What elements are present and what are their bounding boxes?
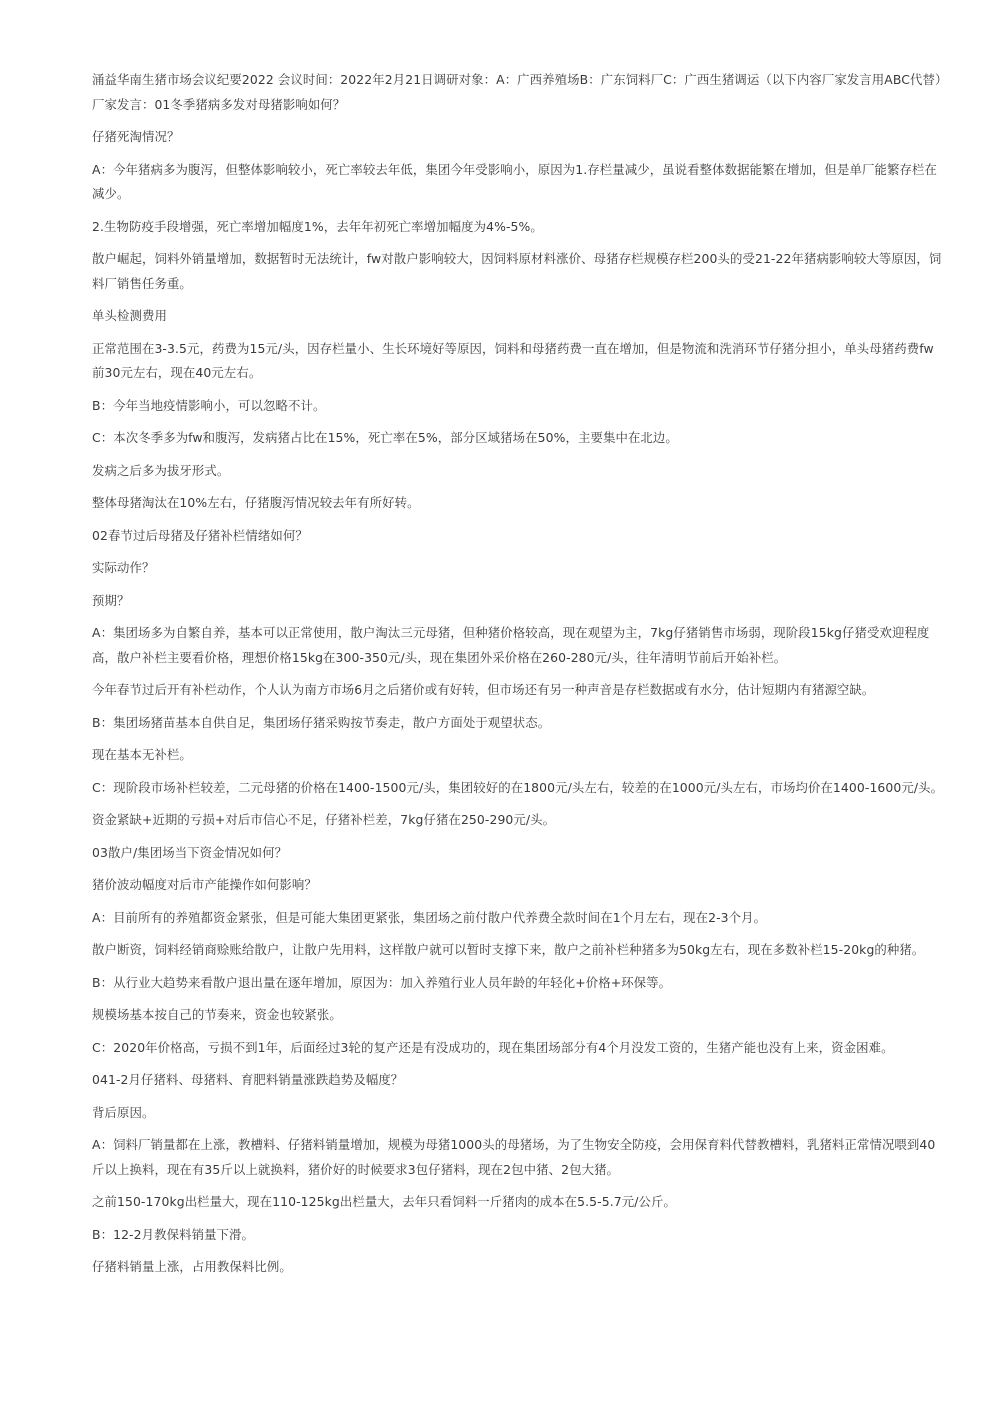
paragraph: 仔猪料销量上涨，占用教保料比例。 bbox=[92, 1259, 292, 1274]
paragraph: 散户崛起，饲料外销量增加，数据暂时无法统计，fw对散户影响较大，因饲料原材料涨价、母猪存栏规模存栏200头的受21-22年猪病影响较大等原因，饲料厂销售任务重。 bbox=[92, 251, 942, 291]
paragraph: 背后原因。 bbox=[92, 1104, 155, 1120]
paragraph: 仔猪死淘情况？ bbox=[92, 129, 180, 144]
paragraph: 现在基本无补栏。 bbox=[92, 747, 192, 762]
paragraph: A：目前所有的养殖都资金紧张，但是可能大集团更紧张，集团场之前付散户代养费全款时间在1个月左右，现在2-3个月。 bbox=[92, 909, 767, 925]
paragraph: B：从行业大趋势来看散户退出量在逐年增加，原因为：加入养殖行业人员年龄的年轻化+价格+环保等。 bbox=[92, 974, 672, 990]
document-body bbox=[92, 68, 944, 1288]
paragraph: 散户断资，饲料经销商赊账给散户，让散户先用料，这样散户就可以暂时支撑下来，散户之前补栏种猪多为50kg左右，现在多数补栏15-20kg的种猪。 bbox=[92, 942, 925, 957]
paragraph: 资金紧缺+近期的亏损+对后市信心不足，仔猪补栏差，7kg仔猪在250-290元/头。 bbox=[92, 812, 556, 827]
paragraph: C：现阶段市场补栏较差，二元母猪的价格在1400-1500元/头，集团较好的在1800元/头左右，较差的在1000元/头左右，市场均价在1400-1600元/头。 bbox=[92, 779, 944, 795]
paragraph: A：饲料厂销量都在上涨，教槽料、仔猪料销量增加，规模为母猪1000头的母猪场，为了生物安全防疫，会用保育料代替教槽料，乳猪料正常情况喂到40斤以上换料，现在有35斤以上就换料，猪价好的时候要求3包仔猪料，现在2包中猪、2包大猪。 bbox=[92, 1137, 936, 1177]
section-question: 041-2月仔猪料、母猪料、育肥料销量涨跌趋势及幅度？ bbox=[92, 1072, 404, 1087]
paragraph: 发病之后多为拔牙形式。 bbox=[92, 462, 230, 478]
paragraph: B：集团场猪苗基本自供自足，集团场仔猪采购按节奏走，散户方面处于观望状态。 bbox=[92, 714, 551, 730]
paragraph: 之前150-170kg出栏量大，现在110-125kg出栏量大，去年只看饲料一斤猪肉的成本在5.5-5.7元/公斤。 bbox=[92, 1194, 676, 1209]
paragraph: B：12-2月教保料销量下滑。 bbox=[92, 1226, 255, 1242]
paragraph: 今年春节过后开有补栏动作，个人认为南方市场6月之后猪价或有好转，但市场还有另一种声音是存栏数据或有水分，估计短期内有猪源空缺。 bbox=[92, 682, 875, 697]
paragraph: 单头检测费用 bbox=[92, 308, 167, 323]
paragraph: 猪价波动幅度对后市产能操作如何影响？ bbox=[92, 877, 317, 892]
section-question: 02春节过后母猪及仔猪补栏情绪如何？ bbox=[92, 527, 308, 543]
paragraph: 2.生物防疫手段增强，死亡率增加幅度1%，去年年初死亡率增加幅度为4%-5%。 bbox=[92, 218, 543, 234]
paragraph: C：本次冬季多为fw和腹泻，发病猪占比在15%，死亡率在5%，部分区域猪场在50%，主要集中在北边。 bbox=[92, 430, 678, 445]
paragraph: 整体母猪淘汰在10%左右，仔猪腹泻情况较去年有所好转。 bbox=[92, 495, 420, 510]
paragraph-header: 涌益华南生猪市场会议纪要2022 会议时间：2022年2月21日调研对象：A：广西养殖场B：广东饲料厂C：广西生猪调运（以下内容厂家发言用ABC代替）厂家发言：01冬季猪病多发对母猪影响如何？ bbox=[92, 72, 942, 112]
paragraph: 实际动作？ bbox=[92, 560, 155, 575]
paragraph: 规模场基本按自己的节奏来，资金也较紧张。 bbox=[92, 1007, 342, 1022]
paragraph: 正常范围在3-3.5元，药费为15元/头，因存栏量小、生长环境好等原因，饲料和母猪药费一直在增加，但是物流和洗消环节仔猪分担小，单头母猪药费fw前30元左右，现在40元左右。 bbox=[92, 340, 934, 380]
paragraph: C：2020年价格高，亏损不到1年，后面经过3轮的复产还是有没成功的，现在集团场部分有4个月没发工资的，生猪产能也没有上来，资金困难。 bbox=[92, 1039, 894, 1055]
section-question: 03散户/集团场当下资金情况如何？ bbox=[92, 844, 288, 860]
paragraph: 预期？ bbox=[92, 592, 130, 608]
paragraph: A：今年猪病多为腹泻，但整体影响较小，死亡率较去年低，集团今年受影响小，原因为1.存栏量减少，虽说看整体数据能繁在增加，但是单厂能繁存栏在减少。 bbox=[92, 161, 937, 201]
paragraph: A：集团场多为自繁自养，基本可以正常使用，散户淘汰三元母猪，但种猪价格较高，现在观望为主，7kg仔猪销售市场弱，现阶段15kg仔猪受欢迎程度高，散户补栏主要看价格，理想价格15kg在300-350元/头，现在集团外采价格在260-280元/头，往年清明节前后开始补栏。 bbox=[92, 625, 930, 665]
paragraph: B：今年当地疫情影响小，可以忽略不计。 bbox=[92, 397, 326, 413]
